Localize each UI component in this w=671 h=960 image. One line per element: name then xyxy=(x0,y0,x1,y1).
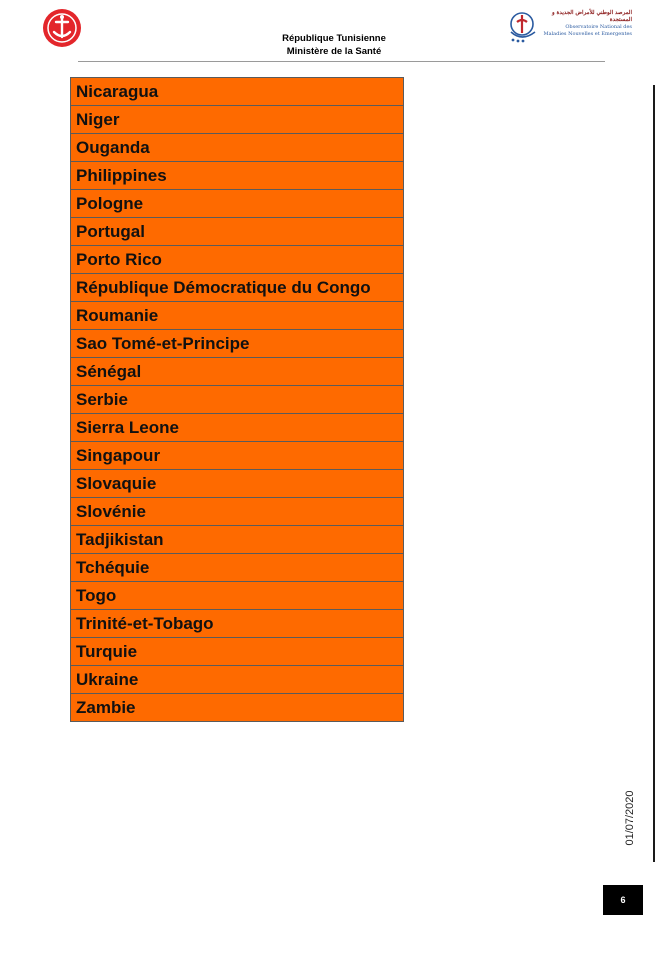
observatory-emblem-icon xyxy=(508,10,538,44)
table-row xyxy=(71,442,404,470)
header-country: République Tunisienne xyxy=(282,33,386,44)
header-ministry: Ministère de la Santé xyxy=(286,46,382,57)
table-row xyxy=(71,330,404,358)
table-row xyxy=(71,106,404,134)
country-cell: Roumanie xyxy=(71,302,404,330)
page-number xyxy=(603,885,643,915)
table-row xyxy=(71,554,404,582)
table-row xyxy=(71,302,404,330)
country-table xyxy=(70,77,404,722)
margin-rule xyxy=(653,85,655,862)
table-row xyxy=(71,694,404,722)
header-divider xyxy=(78,61,605,62)
country-cell: Slovénie xyxy=(71,498,404,526)
country-cell: Togo xyxy=(71,582,404,610)
table-row xyxy=(71,610,404,638)
country-cell: Niger xyxy=(71,106,404,134)
table-row xyxy=(71,218,404,246)
country-cell: Ouganda xyxy=(71,134,404,162)
country-cell: République Démocratique du Congo xyxy=(71,274,404,302)
country-cell: Philippines xyxy=(71,162,404,190)
table-row xyxy=(71,358,404,386)
table-row xyxy=(71,190,404,218)
country-cell: Ukraine xyxy=(71,666,404,694)
country-cell: Sierra Leone xyxy=(71,414,404,442)
table-row xyxy=(71,582,404,610)
table-row xyxy=(71,526,404,554)
ministry-logo xyxy=(42,8,82,48)
country-cell: Tchéquie xyxy=(71,554,404,582)
table-row xyxy=(71,638,404,666)
country-cell: Turquie xyxy=(71,638,404,666)
country-cell: Portugal xyxy=(71,218,404,246)
table-row xyxy=(71,470,404,498)
table-row xyxy=(71,498,404,526)
table-row xyxy=(71,78,404,106)
table-row xyxy=(71,162,404,190)
observatory-name-ar: المرصد الوطني للأمراض الجديدة و المستجدة xyxy=(551,10,632,23)
country-cell: Porto Rico xyxy=(71,246,404,274)
country-cell: Sao Tomé-et-Principe xyxy=(71,330,404,358)
country-cell: Tadjikistan xyxy=(71,526,404,554)
table-row xyxy=(71,386,404,414)
country-cell: Trinité-et-Tobago xyxy=(71,610,404,638)
country-cell: Slovaquie xyxy=(71,470,404,498)
document-date: 01/07/2020 xyxy=(624,790,636,846)
country-cell: Singapour xyxy=(71,442,404,470)
page-number-label: 6 xyxy=(620,895,626,905)
country-cell: Pologne xyxy=(71,190,404,218)
observatory-name-fr-2: Maladies Nouvelles et Emergentes xyxy=(543,31,632,37)
header-title xyxy=(254,32,414,58)
table-row xyxy=(71,246,404,274)
observatory-name-fr-1: Observatoire National des xyxy=(565,24,632,30)
country-cell: Zambie xyxy=(71,694,404,722)
observatory-logo xyxy=(508,8,630,48)
country-cell: Serbie xyxy=(71,386,404,414)
table-row xyxy=(71,134,404,162)
table-row xyxy=(71,666,404,694)
table-row xyxy=(71,274,404,302)
country-cell: Nicaragua xyxy=(71,78,404,106)
table-row xyxy=(71,414,404,442)
country-cell: Sénégal xyxy=(71,358,404,386)
